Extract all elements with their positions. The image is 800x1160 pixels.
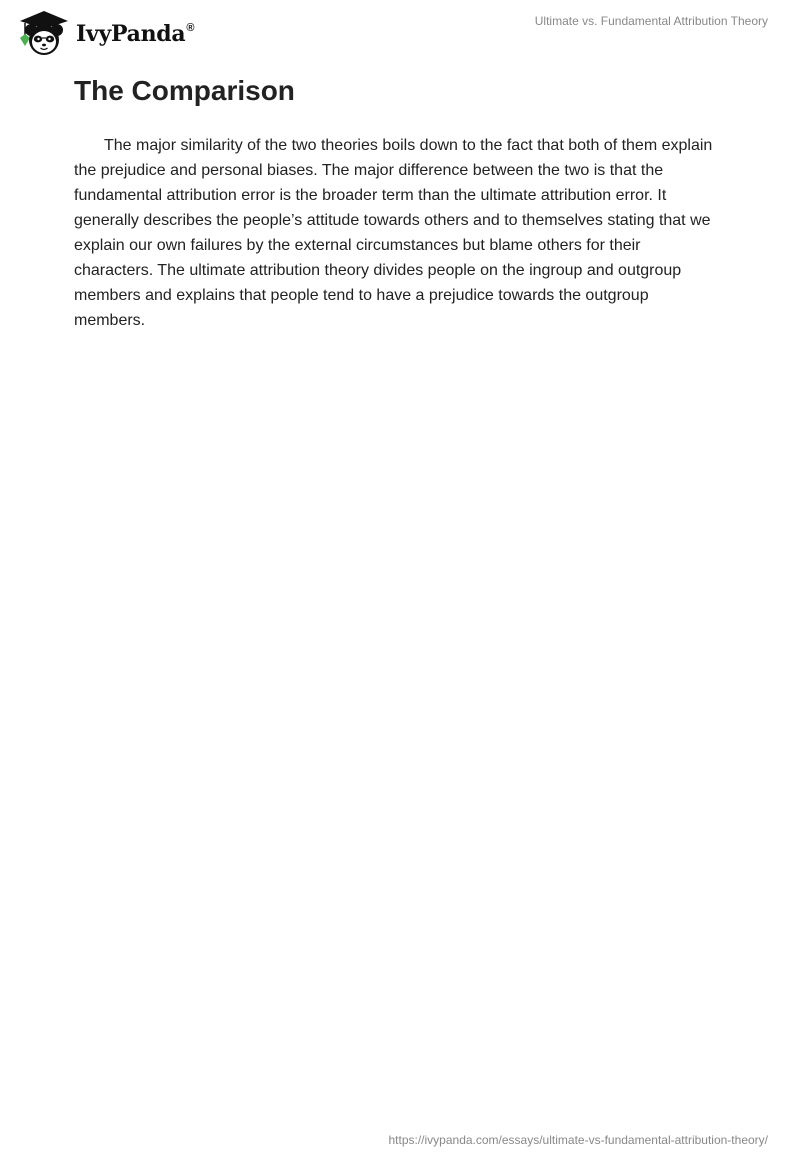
- main-content: [74, 72, 724, 333]
- brand-name: IvyPanda®: [76, 21, 195, 47]
- panda-graduation-cap-icon: [14, 8, 72, 58]
- body-paragraph: The major similarity of the two theories boils down to the fact that both of them explain the prejudice and personal biases. The major difference between the two is that the fundamental attribution error is the broader term than the ultimate attribution error. It generally describes the people’s attitude towards others and to themselves stating that we explain our own failures by the external circumstances but blame others for their characters. The ultimate attribution theory divides people on the ingroup and outgroup members and explains that people tend to have a prejudice towards the outgroup members.: [74, 137, 713, 329]
- section-heading: The Comparison: [74, 75, 295, 106]
- document-title: Ultimate vs. Fundamental Attribution Theory: [534, 14, 768, 28]
- registered-mark: ®: [186, 22, 195, 34]
- brand-logo[interactable]: [14, 8, 194, 58]
- source-url[interactable]: https://ivypanda.com/essays/ultimate-vs-fundamental-attribution-theory/: [388, 1133, 768, 1147]
